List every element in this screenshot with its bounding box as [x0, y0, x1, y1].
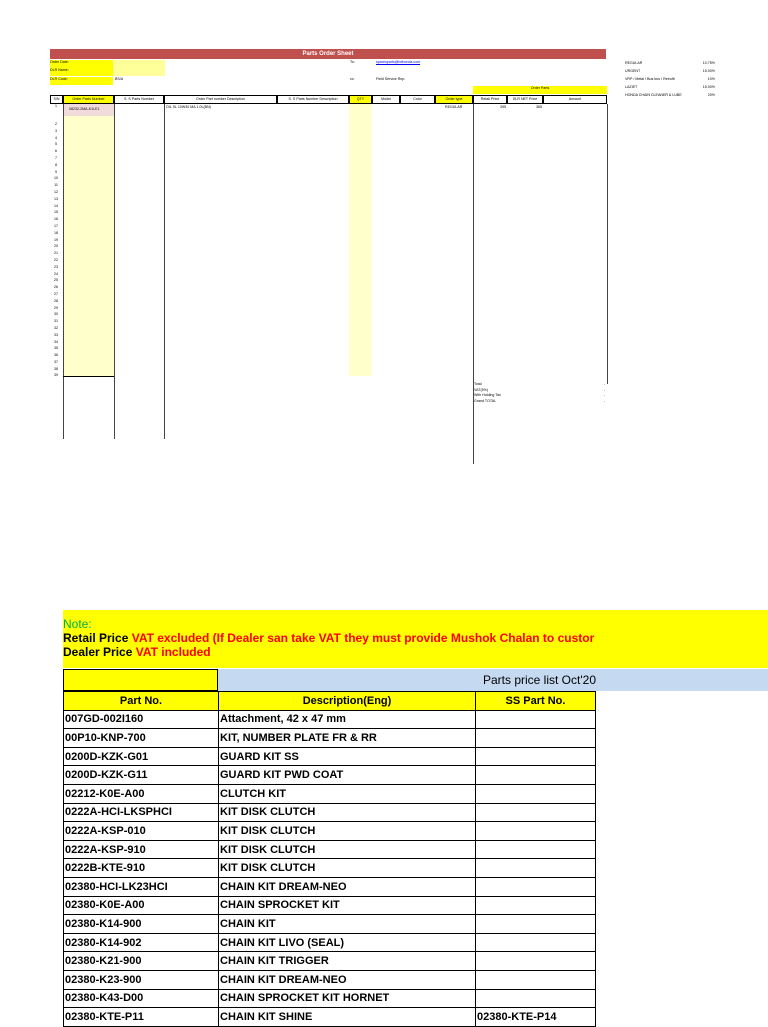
totals-block	[473, 382, 607, 404]
order-date-label: Order Date:	[50, 60, 113, 68]
price-list-body	[64, 710, 596, 1026]
first-row-part-number[interactable]: 08232-2MA-K1LE1	[69, 107, 100, 111]
part-number-cell: 02380-K14-900	[64, 915, 219, 934]
note-line-dealer	[63, 645, 211, 659]
ss-part-number-cell	[476, 859, 596, 878]
col-header-dlr-net-price: DLR NET Price	[507, 95, 543, 104]
note-dealer-detail: VAT included	[135, 645, 211, 659]
table-row	[64, 859, 596, 878]
description-cell: CLUTCH KIT	[219, 784, 476, 803]
order-parts-label: Order Parts	[473, 86, 607, 94]
to-email-link[interactable]: sparesparts@bdhonda.com	[376, 60, 421, 64]
price-list-banner-left	[63, 669, 218, 691]
first-row-order-type: REGULAR	[445, 105, 463, 109]
description-cell: CHAIN SPROCKET KIT	[219, 896, 476, 915]
rate-label: LAZIET	[625, 85, 638, 89]
row-number: 33	[54, 332, 58, 337]
parts-order-sheet	[50, 49, 607, 409]
ss-part-number-cell	[476, 896, 596, 915]
row-number: 14	[54, 203, 58, 208]
price-list-banner	[218, 669, 768, 691]
to-label: To:	[350, 60, 355, 64]
row-number: 4	[55, 135, 57, 140]
part-number-cell: 02380-K23-900	[64, 970, 219, 989]
col-header-ss-parts-number: S. S Parts Number	[114, 95, 164, 104]
first-row-dlr-net-price: 365	[536, 105, 542, 109]
col-header-description: Order Part number Description	[164, 95, 277, 104]
ss-part-number-cell	[476, 970, 596, 989]
part-number-cell: 02380-KTE-P11	[64, 1008, 219, 1027]
vat-label: VAT(5%)	[474, 387, 489, 392]
row-number: 5	[55, 142, 57, 147]
row-number: 26	[54, 285, 58, 290]
description-cell: KIT DISK CLUTCH	[219, 859, 476, 878]
total-value: -	[603, 382, 605, 386]
row-number-list	[50, 121, 62, 379]
row-number: 19	[54, 237, 58, 242]
row-number: 24	[54, 271, 58, 276]
col-header-order-type: Order type	[435, 95, 473, 104]
row-number: 29	[54, 305, 58, 310]
grand-total-label: Grand TOTAL	[474, 398, 497, 403]
first-row-description: OIL SL 10W30 MA 1.0L(BN)	[166, 105, 211, 109]
table-row	[64, 784, 596, 803]
rate-row	[625, 69, 715, 77]
row-number: 34	[54, 339, 58, 344]
rate-row	[625, 93, 715, 101]
row-number: 39	[54, 373, 58, 378]
row-number: 16	[54, 217, 58, 222]
part-number-cell: 0222A-KSP-010	[64, 822, 219, 841]
ss-part-number-cell	[476, 952, 596, 971]
table-row	[64, 989, 596, 1008]
description-cell: KIT DISK CLUTCH	[219, 822, 476, 841]
ss-part-number-cell	[476, 989, 596, 1008]
row-number: 38	[54, 366, 58, 371]
row-end-line	[63, 376, 114, 377]
col-header-ss-description: S. S Parts Number Description	[277, 95, 349, 104]
order-sheet-title: Parts Order Sheet	[50, 49, 606, 59]
row-number: 15	[54, 210, 58, 215]
vat-value: -	[603, 387, 605, 392]
row-number: 27	[54, 291, 58, 296]
row-number: 3	[55, 128, 57, 133]
part-number-cell: 00P10-KNP-700	[64, 729, 219, 748]
note-line-retail	[63, 631, 594, 645]
col-header-amount: Amount	[543, 95, 607, 104]
table-row	[64, 952, 596, 971]
table-row	[64, 840, 596, 859]
order-parts-number-column[interactable]	[63, 104, 114, 376]
description-cell: GUARD KIT SS	[219, 747, 476, 766]
ss-part-number-cell	[476, 729, 596, 748]
part-number-cell: 0200D-KZK-G01	[64, 747, 219, 766]
description-cell: CHAIN KIT LIVO (SEAL)	[219, 933, 476, 952]
row-number: 30	[54, 312, 58, 317]
order-type-rates	[625, 61, 715, 101]
row-number: 20	[54, 244, 58, 249]
row-number: 13	[54, 196, 58, 201]
col-divider	[63, 104, 64, 439]
row-number: 35	[54, 346, 58, 351]
table-row	[64, 1008, 596, 1027]
ss-part-number-cell	[476, 877, 596, 896]
dlr-name-row	[50, 68, 607, 76]
table-row	[64, 877, 596, 896]
col-header-qty: QTY	[349, 95, 372, 104]
col-header-retail-price: Retail Price	[473, 95, 507, 104]
row-number: 8	[55, 162, 57, 167]
rate-value: 20%	[707, 93, 715, 97]
description-cell: CHAIN SPROCKET KIT HORNET	[219, 989, 476, 1008]
table-row	[64, 970, 596, 989]
col-header-model: Model	[372, 95, 400, 104]
note-box	[63, 610, 768, 668]
cc-label: cc:	[350, 77, 355, 81]
description-cell: CHAIN KIT SHINE	[219, 1008, 476, 1027]
ss-part-number-cell	[476, 915, 596, 934]
description-cell: CHAIN KIT DREAM-NEO	[219, 970, 476, 989]
row-number: 21	[54, 251, 58, 256]
rate-label: URGENT	[625, 69, 641, 73]
order-date-input[interactable]	[113, 60, 165, 68]
part-number-cell: 007GD-002I160	[64, 710, 219, 729]
row-number: 17	[54, 223, 58, 228]
ss-part-number-cell	[476, 784, 596, 803]
part-number-cell: 02380-K14-902	[64, 933, 219, 952]
col-divider	[607, 104, 608, 384]
qty-column[interactable]	[349, 104, 372, 376]
dlr-code-value[interactable]: BS/A	[115, 77, 124, 81]
row-number: 37	[54, 359, 58, 364]
note-retail-label: Retail Price	[63, 631, 132, 645]
table-row	[64, 766, 596, 785]
note-dealer-label: Dealer Price	[63, 645, 136, 659]
part-number-cell: 0200D-KZK-G11	[64, 766, 219, 785]
rate-value: 15.00%	[702, 85, 715, 89]
row-number: 31	[54, 319, 58, 324]
description-cell: CHAIN KIT TRIGGER	[219, 952, 476, 971]
note-heading: Note:	[63, 617, 92, 631]
grand-total-value: -	[603, 398, 605, 403]
row-number: 36	[54, 353, 58, 358]
dlr-name-input[interactable]	[113, 68, 165, 76]
row-number: 10	[54, 176, 58, 181]
ss-part-number-cell	[476, 933, 596, 952]
col-divider	[473, 104, 474, 464]
table-header-row	[64, 692, 596, 711]
rate-row	[625, 85, 715, 93]
row-number: 32	[54, 325, 58, 330]
total-label: Total	[474, 382, 482, 386]
rate-value: 10.75%	[702, 61, 715, 65]
withholding-tax-label: With Holding Tax	[474, 393, 501, 397]
row-number: 1	[55, 104, 57, 108]
description-cell: Attachment, 42 x 47 mm	[219, 710, 476, 729]
order-date-row	[50, 60, 607, 68]
row-number: 18	[54, 230, 58, 235]
table-row	[64, 896, 596, 915]
description-cell: KIT DISK CLUTCH	[219, 803, 476, 822]
col-header-description: Description(Eng)	[219, 692, 476, 711]
ss-part-number-cell: 02380-KTE-P14	[476, 1008, 596, 1027]
rate-label: HONDA CHAIN CLEANER & LUBE	[625, 93, 682, 97]
col-header-color: Color	[400, 95, 435, 104]
col-header-sn: S/N	[50, 95, 63, 104]
price-list-table	[63, 691, 596, 1027]
col-header-part-no: Part No.	[64, 692, 219, 711]
dlr-code-row	[50, 77, 607, 85]
row-number: 22	[54, 257, 58, 262]
table-row	[64, 710, 596, 729]
part-number-cell: 02380-K43-D00	[64, 989, 219, 1008]
description-cell: GUARD KIT PWD COAT	[219, 766, 476, 785]
cc-value: Field Service Rep.	[376, 77, 406, 81]
rate-value: 15.00%	[702, 69, 715, 73]
ss-part-number-cell	[476, 840, 596, 859]
withholding-tax-value: -	[603, 393, 605, 397]
row-number: 25	[54, 278, 58, 283]
rate-row	[625, 77, 715, 85]
part-number-cell: 0222A-KSP-910	[64, 840, 219, 859]
description-cell: CHAIN KIT	[219, 915, 476, 934]
description-cell: KIT, NUMBER PLATE FR & RR	[219, 729, 476, 748]
note-retail-detail: VAT excluded (If Dealer san take VAT they must provide Mushok Chalan to custor	[131, 631, 595, 645]
first-row-retail-price: 395	[500, 105, 506, 109]
part-number-cell: 02380-K21-900	[64, 952, 219, 971]
ss-part-number-cell	[476, 710, 596, 729]
ss-part-number-cell	[476, 747, 596, 766]
table-row	[64, 822, 596, 841]
row-number: 28	[54, 298, 58, 303]
part-number-cell: 0222B-KTE-910	[64, 859, 219, 878]
table-row	[64, 915, 596, 934]
table-row	[64, 933, 596, 952]
rate-label: REGULAR	[625, 61, 643, 65]
row-number: 23	[54, 264, 58, 269]
description-cell: CHAIN KIT DREAM-NEO	[219, 877, 476, 896]
row-number: 2	[55, 122, 57, 126]
col-divider	[164, 104, 165, 439]
table-row	[64, 803, 596, 822]
part-number-cell: 02380-K0E-A00	[64, 896, 219, 915]
table-row	[64, 747, 596, 766]
row-number: 12	[54, 189, 58, 194]
description-cell: KIT DISK CLUTCH	[219, 840, 476, 859]
row-number: 7	[55, 155, 57, 160]
price-list-title: Parts price list Oct'20	[483, 673, 596, 687]
row-number: 11	[54, 183, 58, 188]
ss-part-number-cell	[476, 766, 596, 785]
ss-part-number-cell	[476, 822, 596, 841]
table-row	[64, 729, 596, 748]
part-number-cell: 02212-K0E-A00	[64, 784, 219, 803]
col-header-order-parts-number: Order Parts Number	[63, 95, 114, 104]
part-number-cell: 0222A-HCI-LKSPHCI	[64, 803, 219, 822]
row-number: 6	[55, 149, 57, 154]
parts-price-list-section	[63, 610, 768, 1024]
grand-total-row	[473, 399, 607, 405]
dlr-code-label: DLR Code:	[50, 77, 113, 85]
dlr-name-label: DLR Name:	[50, 68, 113, 76]
ss-part-number-cell	[476, 803, 596, 822]
part-number-cell: 02380-HCI-LK23HCI	[64, 877, 219, 896]
rate-value: 10%	[707, 77, 715, 81]
row-number: 9	[55, 169, 57, 174]
rate-label: VRP / Metal / Bus bus / Retrofit	[625, 77, 675, 81]
rate-row	[625, 61, 715, 69]
col-divider	[114, 104, 115, 439]
col-header-ss-part-no: SS Part No.	[476, 692, 596, 711]
